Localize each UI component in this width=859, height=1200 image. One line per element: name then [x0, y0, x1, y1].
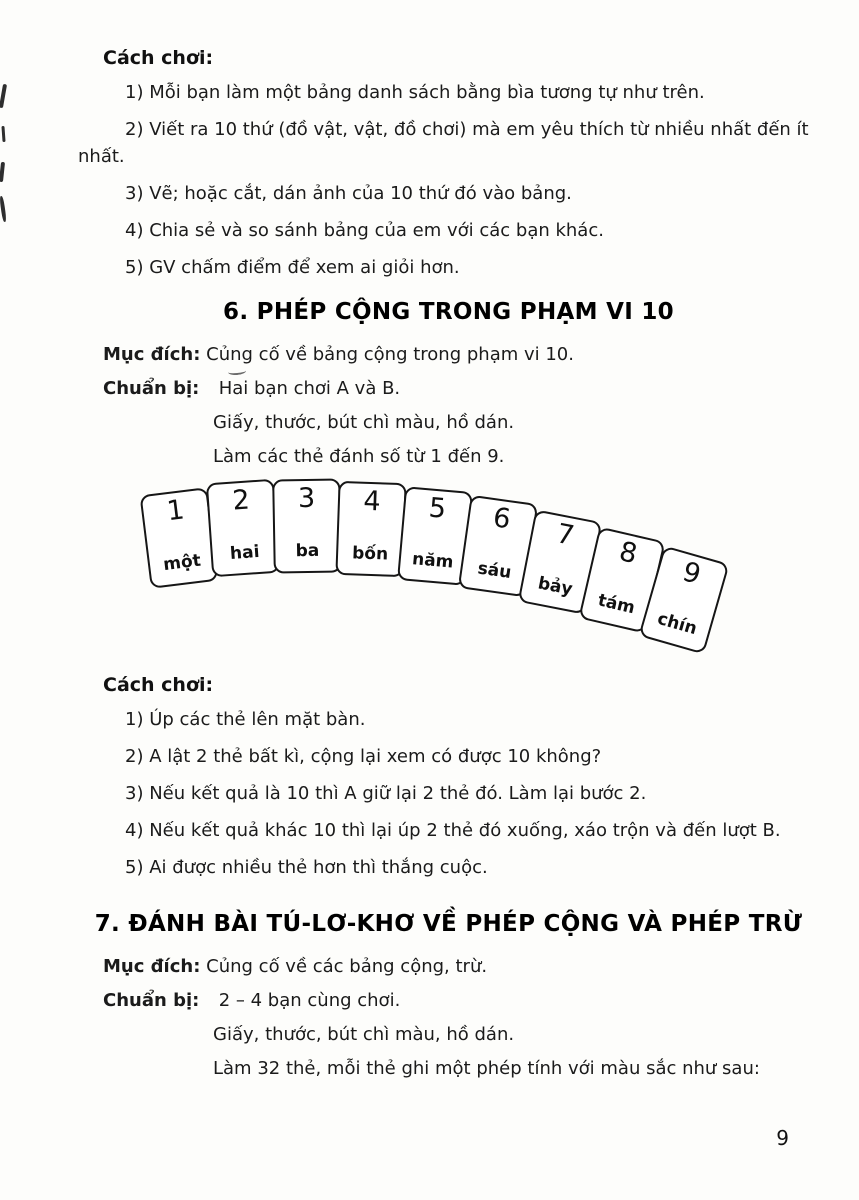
card-word: năm: [411, 548, 455, 573]
list-item: 3) Nếu kết quả là 10 thì A giữ lại 2 thẻ đó. Làm lại bước 2.: [125, 782, 647, 804]
list-item: 5) Ai được nhiều thẻ hơn thì thắng cuộc.: [125, 856, 488, 878]
section7-block: [78, 907, 819, 1083]
purpose-line: [78, 341, 819, 368]
how-to-play-heading: Cách chơi:: [103, 674, 214, 696]
prepare-label: Chuẩn bị:: [103, 990, 200, 1011]
card-number: 1: [165, 494, 187, 528]
how-to-play-heading: Cách chơi:: [103, 47, 214, 69]
card-number: 8: [616, 536, 641, 571]
number-cards-fan: [78, 477, 819, 667]
purpose-line: [78, 953, 819, 980]
card-word: ba: [295, 540, 320, 561]
purpose-label: Mục đích:: [103, 344, 201, 365]
card-word: một: [162, 550, 202, 575]
game5-how-to-play-block: [78, 44, 819, 281]
purpose-text: Củng cố về các bảng cộng, trừ.: [206, 956, 488, 977]
card-word: bốn: [351, 542, 389, 565]
list-item: 3) Vẽ; hoặc cắt, dán ảnh của 10 thứ đó vào bảng.: [125, 182, 572, 204]
card-word: chín: [655, 608, 700, 639]
card-word: tám: [596, 589, 637, 618]
list-item: 1) Mỗi bạn làm một bảng danh sách bằng bìa tương tự như trên.: [125, 81, 705, 103]
card-word: bảy: [536, 572, 575, 600]
list-item: 4) Chia sẻ và so sánh bảng của em với các bạn khác.: [125, 219, 604, 241]
prepare-line: Giấy, thước, bút chì màu, hồ dán.: [213, 412, 515, 433]
card-number: 2: [231, 484, 251, 517]
number-card-3: [272, 478, 342, 573]
number-card-4: [335, 481, 406, 577]
section7-title: 7. ĐÁNH BÀI TÚ-LƠ-KHƠ VỀ PHÉP CỘNG VÀ PHÉP TRỪ: [94, 910, 803, 937]
prepare-line: [78, 375, 819, 402]
prepare-line: [78, 987, 819, 1014]
purpose-label: Mục đích:: [103, 956, 201, 977]
card-word: hai: [229, 541, 261, 564]
section6-block: [78, 295, 819, 881]
list-item: 4) Nếu kết quả khác 10 thì lại úp 2 thẻ đó xuống, xáo trộn và đến lượt B.: [125, 819, 781, 841]
card-number: 6: [491, 502, 513, 536]
card-number: 5: [427, 492, 448, 525]
prepare-text: 2 – 4 bạn cùng chơi.: [218, 990, 401, 1011]
page-number: 9: [776, 1126, 789, 1150]
card-number: 4: [362, 485, 382, 518]
list-item: 2) Viết ra 10 thứ (đồ vật, vật, đồ chơi) mà em yêu thích từ nhiều nhất đến ít nhất.: [78, 118, 809, 167]
prepare-line: Làm các thẻ đánh số từ 1 đến 9.: [213, 446, 505, 467]
prepare-text: Hai bạn chơi A và B.: [218, 378, 401, 399]
purpose-text: Củng cố về bảng cộng trong phạm vi 10.: [206, 344, 574, 365]
card-number: 3: [297, 482, 316, 515]
prepare-line: Làm 32 thẻ, mỗi thẻ ghi một phép tính với màu sắc như sau:: [213, 1058, 760, 1079]
card-word: sáu: [476, 558, 513, 583]
list-item: 1) Úp các thẻ lên mặt bàn.: [125, 708, 366, 730]
card-number: 7: [553, 518, 577, 552]
list-item: 5) GV chấm điểm để xem ai giỏi hơn.: [125, 256, 460, 278]
list-item: 2) A lật 2 thẻ bất kì, cộng lại xem có được 10 không?: [125, 745, 602, 767]
prepare-label: Chuẩn bị:: [103, 378, 200, 399]
prepare-line: Giấy, thước, bút chì màu, hồ dán.: [213, 1024, 515, 1045]
section6-title: 6. PHÉP CỘNG TRONG PHẠM VI 10: [223, 298, 674, 325]
card-number: 9: [679, 556, 705, 591]
number-card-2: [206, 479, 280, 578]
